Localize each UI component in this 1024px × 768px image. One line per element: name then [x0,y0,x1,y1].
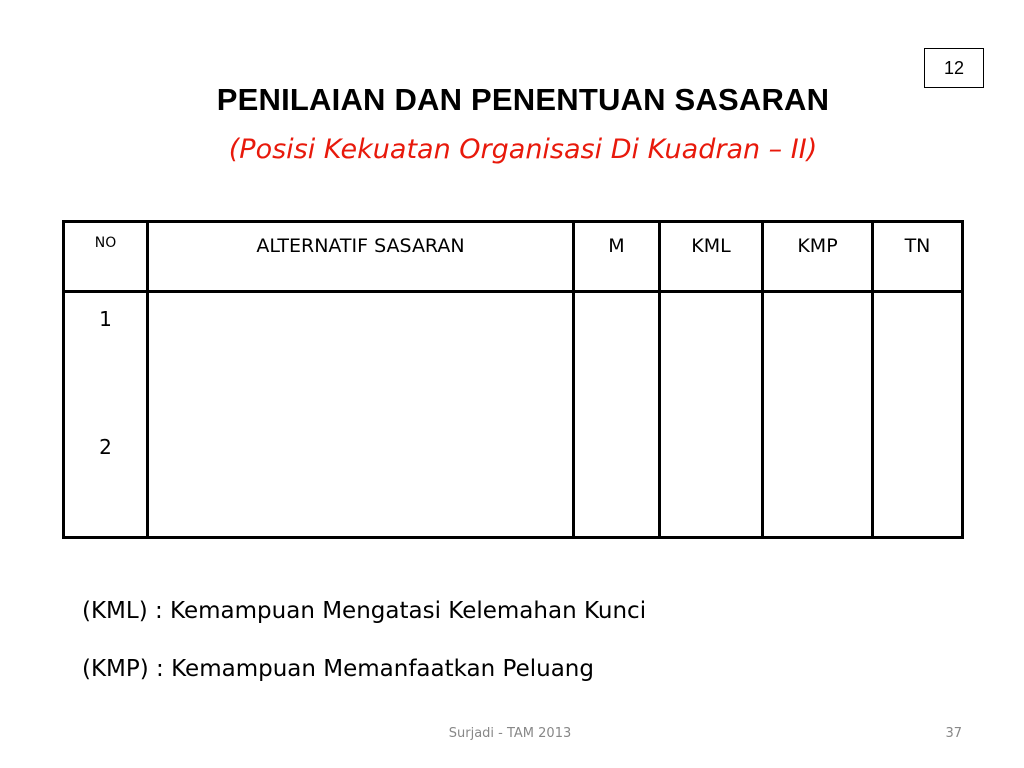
table-header-row [64,222,963,292]
tn-cell [873,292,963,538]
kmp-cell [763,292,873,538]
assessment-table [62,220,964,539]
header-alternatif-sasaran: ALTERNATIF SASARAN [148,222,574,292]
header-kmp: KMP [763,222,873,292]
no-cell [64,292,148,538]
footer-author: Surjadi - TAM 2013 [448,726,572,741]
footer-page-number: 37 [945,726,962,741]
slide-title: PENILAIAN DAN PENENTUAN SASARAN [216,82,830,117]
table-row [64,292,963,538]
slide-number-badge: 12 [924,48,984,88]
header-tn: TN [873,222,963,292]
header-m: M [574,222,660,292]
row-number-1: 1 [99,307,112,331]
row-number-2: 2 [99,435,112,459]
m-cell [574,292,660,538]
legend-kml: (KML) : Kemampuan Mengatasi Kelemahan Kunci [82,598,647,624]
slide-subtitle: (Posisi Kekuatan Organisasi Di Kuadran – II) [228,134,818,165]
header-no: NO [64,222,148,292]
alternatif-cell [148,292,574,538]
legend-kmp: (KMP) : Kemampuan Memanfaatkan Peluang [82,656,594,682]
header-kml: KML [660,222,763,292]
kml-cell [660,292,763,538]
